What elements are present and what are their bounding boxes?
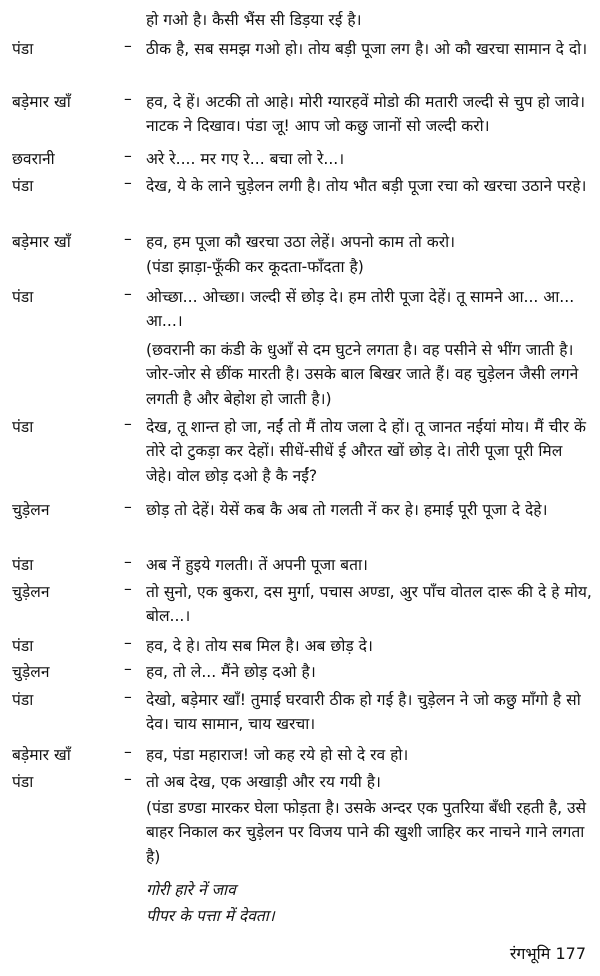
dialogue-text: हव, तो ले... मैंने छोड़ दओ है। — [146, 663, 316, 681]
stage-direction-text: (छवरानी का कंडी के धुआँ से दम घुटने लगता है। वह पसीने से भींग जाती है। जोर-जोर से छींक मारती है। उसके बाल बिखर जाते हैं। वह चुड़ेलन जैसी लगने लगती है और बेहोश हो जाती है।) — [146, 341, 579, 408]
dialogue-text: हव, दे हें। अटकी तो आहे। मोरी ग्यारहवें मोडो की मतारी जल्दी से चुप हो जावे। नाटक ने दिखाव। पंडा जू! आप जो कछु जानों सो जल्दी करो। — [146, 93, 585, 136]
speaker-name: चुड़ेलन — [12, 663, 50, 681]
dialogue-dash: – — [124, 147, 132, 165]
dialogue-text: देख, ये के लाने चुड़ेलन लगी है। तोय भौत बड़ी पूजा रचा को खरचा उठाने परहे। — [146, 177, 587, 195]
dialogue-dash: – — [124, 688, 132, 706]
dialogue-text: हव, दे हे। तोय सब मिल है। अब छोड़ दे। — [146, 637, 373, 655]
speaker-name: पंडा — [12, 418, 34, 436]
dialogue-text: ठीक है, सब समझ गओ हो। तोय बड़ी पूजा लग है। ओ कौ खरचा सामान दे दो। — [146, 40, 588, 58]
speaker-name: बड़ेमार खाँ — [12, 233, 71, 251]
dialogue-text: हो गओ है। कैसी भैंस सी डिड़या रई है। — [146, 11, 362, 29]
dialogue-dash: – — [124, 90, 132, 108]
speaker-name: बड़ेमार खाँ — [12, 93, 71, 111]
dialogue-dash: – — [124, 174, 132, 192]
speaker-name: छवरानी — [12, 150, 55, 168]
dialogue-dash: – — [124, 285, 132, 303]
dialogue-dash: – — [124, 553, 132, 571]
speaker-name: पंडा — [12, 288, 34, 306]
dialogue-dash: – — [124, 770, 132, 788]
dialogue-dash: – — [124, 743, 132, 761]
song-text: पीपर के पत्ता में देवता। — [146, 907, 275, 925]
song-text: गोरी हारे नें जाव — [146, 881, 236, 899]
speaker-name: बड़ेमार खाँ — [12, 746, 71, 764]
stage-direction-text: (पंडा झाड़ा-फूँकी कर कूदता-फाँदता है) — [146, 258, 364, 276]
dialogue-text: तो अब देख, एक अखाड़ी और रय गयी है। — [146, 773, 381, 791]
speaker-name: पंडा — [12, 637, 34, 655]
dialogue-text: देखो, बड़ेमार खाँ! तुमाई घरवारी ठीक हो गई है। चुड़ेलन ने जो कछु माँगो है सो देव। चाय सामान, चाय खरचा। — [146, 691, 581, 734]
speaker-name: पंडा — [12, 177, 34, 195]
dialogue-text: अरे रे.... मर गए रे... बचा लो रे...। — [146, 150, 345, 168]
dialogue-text: ओच्छा... ओच्छा। जल्दी सें छोड़ दे। हम तोरी पूजा देहें। तू सामने आ... आ... आ...। — [146, 288, 575, 331]
dialogue-dash: – — [124, 37, 132, 55]
dialogue-text: छोड़ तो देहें। येसें कब कै अब तो गलती नें कर हे। हमाई पूरी पूजा दे देहे। — [146, 501, 548, 519]
speaker-name: पंडा — [12, 556, 34, 574]
dialogue-dash: – — [124, 415, 132, 433]
dialogue-text: अब नें हुइये गलती। तें अपनी पूजा बता। — [146, 556, 368, 574]
dialogue-text: हव, हम पूजा कौ खरचा उठा लेहें। अपनो काम तो करो। — [146, 233, 456, 251]
dialogue-text: तो सुनो, एक बुकरा, दस मुर्गा, पचास अण्डा, अुर पाँच वोतल दारू की दे हे मोय, बोल...। — [146, 583, 592, 626]
dialogue-dash: – — [124, 660, 132, 678]
page-footer: रंगभूमि 177 — [509, 944, 586, 963]
dialogue-dash: – — [124, 230, 132, 248]
speaker-name: पंडा — [12, 691, 34, 709]
speaker-name: चुड़ेलन — [12, 583, 50, 601]
dialogue-dash: – — [124, 498, 132, 516]
dialogue-text: देख, तू शान्त हो जा, नईं तो मैं तोय जला दे हों। तू जानत नईयां मोय। मैं चीर कें तोरे दो टुकड़ा कर देहों। सीधें-सीधें ई औरत खों छोड़ दे। तोरी पूजा पूरी मिल जेहे। वोल छोड़ दओ है कै नईं? — [146, 418, 586, 485]
dialogue-text: हव, पंडा महाराज! जो कह रये हो सो दे रव हो। — [146, 746, 409, 764]
dialogue-dash: – — [124, 580, 132, 598]
dialogue-dash: – — [124, 634, 132, 652]
speaker-name: चुड़ेलन — [12, 501, 50, 519]
stage-direction-text: (पंडा डण्डा मारकर घेला फोड़ता है। उसके अन्दर एक पुतरिया बँधी रहती है, उसे बाहर निकाल कर चुड़ेलन पर विजय पाने की खुशी जाहिर कर नाचने गाने लगता है) — [146, 799, 587, 866]
speaker-name: पंडा — [12, 773, 34, 791]
speaker-name: पंडा — [12, 40, 34, 58]
